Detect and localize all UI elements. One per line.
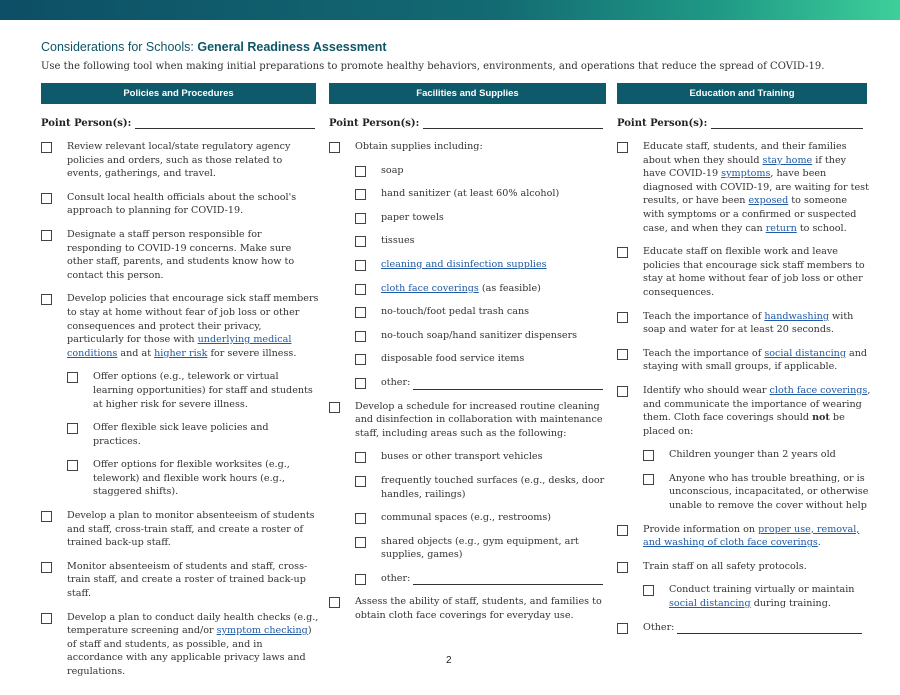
checklist-item: Monitor absenteeism of students and staff, cross-train staff, and create a roster of trained back-up staff. — [41, 560, 319, 601]
checkbox[interactable] — [41, 511, 52, 522]
other-fill-line[interactable] — [677, 622, 862, 634]
facilities-column — [329, 140, 607, 633]
checkbox[interactable] — [355, 354, 366, 365]
link-higher-risk[interactable]: higher risk — [154, 347, 208, 359]
checklist-item: Train staff on all safety protocols. — [617, 560, 871, 574]
checkbox[interactable] — [355, 307, 366, 318]
checklist-subitem: Offer options for flexible worksites (e.g., telework) and flexible work hours (e.g., staggered shifts). — [67, 458, 319, 499]
checkbox[interactable] — [355, 574, 366, 585]
checklist-item: Educate staff on flexible work and leave policies that encourage sick staff members to stay at home without fear of job loss or other consequences. — [617, 245, 871, 299]
checkbox[interactable] — [329, 142, 340, 153]
link-exposed[interactable]: exposed — [748, 195, 789, 207]
page-number: 2 — [446, 655, 452, 666]
checklist-item-other: Other: — [617, 621, 871, 635]
checklist-subitem: no-touch/foot pedal trash cans — [355, 305, 607, 319]
checkbox[interactable] — [41, 193, 52, 204]
checkbox[interactable] — [67, 372, 78, 383]
checklist-subitem: buses or other transport vehicles — [355, 450, 607, 464]
link-proper-use[interactable]: proper use, removal, and washing of cloth face coverings — [643, 523, 860, 549]
checkbox[interactable] — [643, 585, 654, 596]
checklist-item: Consult local health officials about the school's approach to planning for COVID-19. — [41, 191, 319, 218]
link-stay-home[interactable]: stay home — [762, 154, 813, 166]
checkbox[interactable] — [355, 452, 366, 463]
checkbox[interactable] — [617, 386, 628, 397]
point-person-policies[interactable]: Point Person(s): — [41, 115, 315, 129]
checklist-item: Develop policies that encourage sick staff members to stay at home without fear of job loss or other consequences and protect their privacy, particularly for those with underlying medical conditions and at higher risk for severe illness. — [41, 292, 319, 360]
checkbox[interactable] — [617, 349, 628, 360]
checklist-item: Develop a schedule for increased routine cleaning and disinfection in collaboration with maintenance staff, including areas such as the following: — [329, 400, 607, 441]
checkbox[interactable] — [355, 189, 366, 200]
checklist-subitem-other: other: — [355, 376, 607, 390]
checklist-item: Assess the ability of staff, students, and families to obtain cloth face coverings for everyday use. — [329, 595, 607, 622]
checkbox[interactable] — [41, 294, 52, 305]
checkbox[interactable] — [355, 236, 366, 247]
link-symptom-checking[interactable]: symptom checking — [216, 625, 308, 637]
checkbox[interactable] — [355, 537, 366, 548]
checkbox[interactable] — [355, 260, 366, 271]
column-heading-facilities: Facilities and Supplies — [329, 83, 606, 104]
checkbox[interactable] — [617, 623, 628, 634]
checklist-item: Provide information on proper use, removal, and washing of cloth face coverings. — [617, 523, 871, 550]
checkbox[interactable] — [355, 378, 366, 389]
checkbox[interactable] — [41, 230, 52, 241]
checklist-item: Educate staff, students, and their families about when they should stay home if they have COVID-19 symptoms, have been diagnosed with COVID-19, are waiting for test results, or have been exposed to someone with symptoms or a confirmed or suspected case, and when they can return to school. — [617, 140, 871, 235]
education-column — [617, 140, 871, 644]
checkbox[interactable] — [643, 450, 654, 461]
page-title: Considerations for Schools: General Readiness Assessment — [41, 40, 387, 54]
checkbox[interactable] — [355, 284, 366, 295]
checklist-item: Teach the importance of handwashing with soap and water for at least 20 seconds. — [617, 310, 871, 337]
checklist-item: Obtain supplies including: — [329, 140, 607, 154]
checklist-item: Develop a plan to conduct daily health checks (e.g., temperature screening and/or symptom checking) of staff and students, as possible, and in accordance with any applicable privacy laws and regulations. — [41, 611, 319, 679]
checkbox[interactable] — [355, 331, 366, 342]
link-cloth-face-coverings[interactable]: cloth face coverings — [381, 282, 479, 294]
checkbox[interactable] — [67, 460, 78, 471]
checkbox[interactable] — [617, 142, 628, 153]
column-heading-policies: Policies and Procedures — [41, 83, 316, 104]
checklist-subitem: soap — [355, 164, 607, 178]
checklist-subitem — [355, 258, 607, 272]
checklist-subitem: no-touch soap/hand sanitizer dispensers — [355, 329, 607, 343]
checklist-subitem: paper towels — [355, 211, 607, 225]
checkbox[interactable] — [67, 423, 78, 434]
checklist-subitem: shared objects (e.g., gym equipment, art supplies, games) — [355, 535, 607, 562]
checklist-item: Teach the importance of social distancing and staying with small groups, if applicable. — [617, 347, 871, 374]
checkbox[interactable] — [617, 525, 628, 536]
policies-column — [41, 140, 319, 689]
link-return[interactable]: return — [765, 222, 797, 234]
link-social-distancing-training[interactable]: social distancing — [669, 598, 751, 610]
checklist-item: Review relevant local/state regulatory agency policies and orders, such as those related to events, gatherings, and travel. — [41, 140, 319, 181]
checklist-subitem: Conduct training virtually or maintain social distancing during training. — [643, 583, 871, 610]
checkbox[interactable] — [329, 402, 340, 413]
checklist-subitem: disposable food service items — [355, 352, 607, 366]
checkbox[interactable] — [355, 513, 366, 524]
checklist-item: Identify who should wear cloth face coverings, and communicate the importance of wearing them. Cloth face coverings should not be placed on: — [617, 384, 871, 438]
checkbox[interactable] — [617, 562, 628, 573]
link-cleaning-supplies[interactable]: cleaning and disinfection supplies — [381, 258, 547, 270]
checkbox[interactable] — [41, 562, 52, 573]
checklist-subitem: Offer flexible sick leave policies and practices. — [67, 421, 319, 448]
column-heading-education: Education and Training — [617, 83, 867, 104]
checklist-subitem: hand sanitizer (at least 60% alcohol) — [355, 187, 607, 201]
link-cloth-face-coverings[interactable]: cloth face coverings — [769, 384, 868, 396]
top-banner — [0, 0, 900, 20]
link-social-distancing[interactable]: social distancing — [764, 347, 846, 359]
checkbox[interactable] — [355, 213, 366, 224]
checkbox[interactable] — [643, 474, 654, 485]
other-fill-line[interactable] — [413, 378, 603, 390]
checklist-subitem: cloth face coverings (as feasible) — [355, 282, 607, 296]
checklist-subitem: Offer options (e.g., telework or virtual learning opportunities) for staff and students at higher risk for severe illness. — [67, 370, 319, 411]
checklist-subitem-other: other: — [355, 572, 607, 586]
checkbox[interactable] — [617, 312, 628, 323]
point-person-facilities[interactable]: Point Person(s): — [329, 115, 603, 129]
checklist-subitem: frequently touched surfaces (e.g., desks, door handles, railings) — [355, 474, 607, 501]
checklist-subitem: Anyone who has trouble breathing, or is unconscious, incapacitated, or otherwise unable to remove the cover without help — [643, 472, 871, 513]
other-fill-line[interactable] — [413, 573, 603, 585]
point-person-education[interactable]: Point Person(s): — [617, 115, 863, 129]
checkbox[interactable] — [355, 476, 366, 487]
checkbox[interactable] — [329, 597, 340, 608]
checkbox[interactable] — [355, 166, 366, 177]
checkbox[interactable] — [41, 142, 52, 153]
intro-text: Use the following tool when making initial preparations to promote healthy behaviors, environments, and operations that reduce the spread of COVID-19. — [41, 61, 825, 72]
checklist-item: Designate a staff person responsible for responding to COVID-19 concerns. Make sure other staff, parents, and students know how to contact this person. — [41, 228, 319, 282]
checkbox[interactable] — [617, 247, 628, 258]
checklist-subitem: Children younger than 2 years old — [643, 448, 871, 462]
link-handwashing[interactable]: handwashing — [764, 310, 829, 322]
checklist-item: Develop a plan to monitor absenteeism of students and staff, cross-train staff, and create a roster of trained back-up staff. — [41, 509, 319, 550]
link-symptoms[interactable]: symptoms — [721, 168, 771, 180]
checklist-subitem: tissues — [355, 234, 607, 248]
link-underlying-conditions[interactable]: underlying medical conditions — [67, 334, 292, 359]
checklist-subitem: communal spaces (e.g., restrooms) — [355, 511, 607, 525]
checkbox[interactable] — [41, 613, 52, 624]
